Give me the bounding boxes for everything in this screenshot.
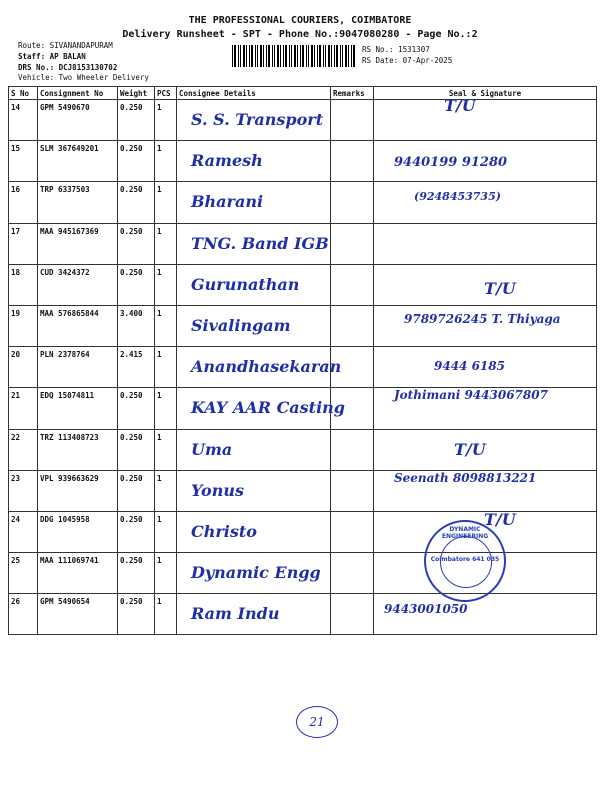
- cell-pcs: 1: [155, 470, 177, 511]
- cell-seal-signature: [374, 470, 597, 511]
- cell-pcs: 1: [155, 429, 177, 470]
- col-header-sno: S No: [9, 87, 38, 100]
- handwritten-signature: 9440199 91280: [394, 155, 508, 171]
- cell-sno: 20: [9, 347, 38, 388]
- cell-pcs: 1: [155, 553, 177, 594]
- cell-consignee: [177, 429, 331, 470]
- cell-sno: 25: [9, 553, 38, 594]
- cell-seal-signature: [374, 223, 597, 264]
- cell-consignee: [177, 594, 331, 635]
- handwritten-consignee-name: Anandhasekaran: [191, 357, 342, 377]
- cell-consignee: [177, 264, 331, 305]
- cell-seal-signature: [374, 96, 597, 141]
- cell-pcs: 1: [155, 347, 177, 388]
- seal-inner-text: Coimbatore 641 035: [430, 556, 500, 563]
- cell-consignee: [177, 305, 331, 346]
- cell-pcs: 1: [155, 182, 177, 223]
- handwritten-consignee-name: Sivalingam: [191, 315, 291, 335]
- cell-consignment-no: PLN 2378764: [38, 347, 118, 388]
- handwritten-signature: (9248453735): [414, 190, 501, 204]
- handwritten-signature: T/U: [444, 96, 476, 115]
- table-row: [9, 470, 597, 511]
- cell-sno: 22: [9, 429, 38, 470]
- cell-seal-signature: [374, 305, 597, 346]
- cell-seal-signature: [374, 388, 597, 429]
- cell-consignee: [177, 553, 331, 594]
- handwritten-consignee-name: TNG. Band IGB: [191, 233, 329, 253]
- cell-remarks: [331, 264, 374, 305]
- cell-sno: 16: [9, 182, 38, 223]
- cell-consignment-no: MAA 111069741: [38, 553, 118, 594]
- cell-remarks: [331, 223, 374, 264]
- vehicle-label: Vehicle: Two Wheeler Delivery: [18, 73, 149, 82]
- runsheet-subtitle: Delivery Runsheet - SPT - Phone No.:9047080280 - Page No.:2: [122, 29, 478, 40]
- cell-remarks: [331, 305, 374, 346]
- table-row: [9, 223, 597, 264]
- cell-pcs: 1: [155, 511, 177, 552]
- handwritten-consignee-name: Yonus: [191, 480, 244, 500]
- cell-weight: 0.250: [118, 100, 155, 141]
- cell-consignment-no: GPM 5490670: [38, 100, 118, 141]
- handwritten-consignee-name: Christo: [191, 521, 257, 541]
- cell-seal-signature: [374, 182, 597, 223]
- cell-weight: 3.400: [118, 305, 155, 346]
- handwritten-consignee-name: Uma: [191, 439, 233, 459]
- col-header-consignee: Consignee Details: [177, 87, 331, 100]
- cell-seal-signature: [374, 347, 597, 388]
- cell-consignment-no: DDG 1045958: [38, 511, 118, 552]
- cell-remarks: [331, 553, 374, 594]
- handwritten-signature: Jothimani 9443067807: [394, 388, 548, 403]
- cell-remarks: [331, 141, 374, 182]
- cell-sno: 17: [9, 223, 38, 264]
- cell-sno: 26: [9, 594, 38, 635]
- table-header-row: [9, 87, 597, 100]
- cell-remarks: [331, 388, 374, 429]
- cell-pcs: 1: [155, 388, 177, 429]
- table-row: [9, 511, 597, 552]
- cell-consignment-no: VPL 939663629: [38, 470, 118, 511]
- cell-weight: 0.250: [118, 553, 155, 594]
- cell-seal-signature: [374, 594, 597, 635]
- handwritten-consignee-name: Ramesh: [191, 151, 263, 171]
- handwritten-signature: T/U: [454, 439, 486, 459]
- cell-weight: 0.250: [118, 511, 155, 552]
- table-row: [9, 100, 597, 141]
- drs-number: DRS No.: DCJ8153130702: [18, 63, 118, 72]
- cell-sno: 14: [9, 100, 38, 141]
- handwritten-consignee-name: Ram Indu: [191, 604, 280, 624]
- cell-consignment-no: MAA 945167369: [38, 223, 118, 264]
- col-header-pcs: PCS: [155, 87, 177, 100]
- handwritten-signature: 9443001050: [384, 602, 468, 617]
- table-row: [9, 264, 597, 305]
- cell-remarks: [331, 100, 374, 141]
- cell-pcs: 1: [155, 305, 177, 346]
- cell-weight: 0.250: [118, 141, 155, 182]
- cell-consignment-no: MAA 576865844: [38, 305, 118, 346]
- cell-weight: 0.250: [118, 182, 155, 223]
- cell-consignee: [177, 388, 345, 429]
- handwritten-consignee-name: Gurunathan: [191, 274, 300, 294]
- handwritten-signature: 9789726245 T. Thiyaga: [404, 311, 561, 326]
- handwritten-consignee-name: KAY AAR Casting: [191, 398, 345, 418]
- cell-consignment-no: TRP 6337503: [38, 182, 118, 223]
- handwritten-consignee-name: Dynamic Engg: [191, 563, 321, 583]
- cell-weight: 2.415: [118, 347, 155, 388]
- table-row: [9, 305, 597, 346]
- company-title: THE PROFESSIONAL COURIERS, COIMBATORE: [188, 15, 412, 26]
- cell-weight: 0.250: [118, 429, 155, 470]
- cell-pcs: 1: [155, 594, 177, 635]
- cell-consignment-no: TRZ 113408723: [38, 429, 118, 470]
- staff-label: Staff: AP BALAN: [18, 52, 86, 61]
- cell-consignee: [177, 100, 331, 141]
- cell-consignment-no: GPM 5490654: [38, 594, 118, 635]
- cell-sno: 21: [9, 388, 38, 429]
- table-row: [9, 429, 597, 470]
- cell-remarks: [331, 470, 374, 511]
- cell-consignee: [177, 141, 331, 182]
- table-row: [9, 388, 597, 429]
- barcode: [232, 45, 356, 67]
- col-header-consignment: Consignment No: [38, 87, 118, 100]
- handwritten-consignee-name: Bharani: [191, 192, 264, 212]
- runsheet-table: [8, 86, 597, 635]
- cell-weight: 0.250: [118, 470, 155, 511]
- col-header-weight: Weight: [118, 87, 155, 100]
- cell-consignee: [177, 347, 342, 388]
- cell-seal-signature: [374, 141, 597, 182]
- table-row: [9, 347, 597, 388]
- handwritten-consignee-name: S. S. Transport: [191, 110, 324, 129]
- cell-pcs: 1: [155, 223, 177, 264]
- table-row: [9, 182, 597, 223]
- cell-consignment-no: CUD 3424372: [38, 264, 118, 305]
- handwritten-signature: T/U: [484, 278, 516, 298]
- cell-weight: 0.250: [118, 594, 155, 635]
- col-header-remarks: Remarks: [331, 87, 374, 100]
- cell-consignment-no: EDQ 15074811: [38, 388, 118, 429]
- cell-pcs: 1: [155, 141, 177, 182]
- cell-consignee: [177, 223, 331, 264]
- cell-remarks: [331, 594, 374, 635]
- cell-weight: 0.250: [118, 388, 155, 429]
- cell-sno: 24: [9, 511, 38, 552]
- cell-pcs: 1: [155, 100, 177, 141]
- cell-consignee: [177, 470, 331, 511]
- handwritten-page-mark: 21: [296, 706, 338, 738]
- route-label: Route: SIVANANDAPURAM: [18, 41, 113, 50]
- handwritten-signature: T/U: [484, 509, 516, 529]
- table-row: [9, 594, 597, 635]
- cell-sno: 23: [9, 470, 38, 511]
- col-header-seal: Seal & Signature: [374, 87, 597, 100]
- cell-pcs: 1: [155, 264, 177, 305]
- handwritten-signature: 9444 6185: [434, 359, 505, 374]
- cell-sno: 18: [9, 264, 38, 305]
- rs-number: RS No.: 1531307: [362, 45, 430, 54]
- company-seal-stamp: [424, 520, 506, 602]
- cell-seal-signature: [374, 429, 597, 470]
- table-row: [9, 141, 597, 182]
- cell-consignee: [177, 182, 331, 223]
- cell-seal-signature: [374, 264, 597, 305]
- cell-remarks: [331, 429, 374, 470]
- seal-text: DYNAMIC ENGINEERING: [441, 526, 489, 540]
- cell-remarks: [331, 182, 374, 223]
- cell-remarks: [331, 347, 374, 388]
- cell-weight: 0.250: [118, 264, 155, 305]
- cell-weight: 0.250: [118, 223, 155, 264]
- table-row: [9, 553, 597, 594]
- handwritten-signature: Seenath 8098813221: [394, 470, 537, 485]
- cell-consignment-no: SLM 367649201: [38, 141, 118, 182]
- cell-sno: 19: [9, 305, 38, 346]
- rs-date: RS Date: 07-Apr-2025: [362, 56, 453, 65]
- cell-remarks: [331, 511, 374, 552]
- cell-consignee: [177, 511, 331, 552]
- cell-sno: 15: [9, 141, 38, 182]
